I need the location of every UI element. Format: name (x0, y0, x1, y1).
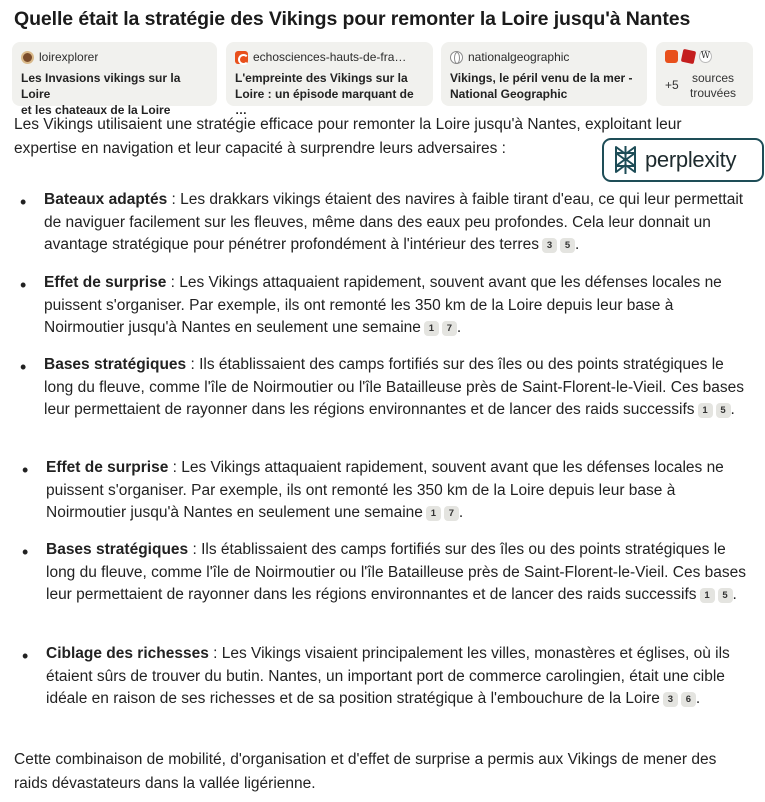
citation-badge[interactable]: 1 (698, 403, 713, 418)
list-item: Bateaux adaptés : Les drakkars vikings étaient des navires à faible tirant d'eau, ce qui leur permettait de naviguer facilement sur les fleuves, même dans des eaux peu profondes. Cela leur donnait un avantage stratégique pour pénétrer profondément à l'intérieur des terres 3 5 . (44, 191, 744, 253)
citation-badge[interactable]: 1 (700, 588, 715, 603)
citation-badge[interactable]: 1 (424, 321, 439, 336)
sources-row (12, 42, 754, 117)
globe-icon (450, 51, 463, 64)
echosciences-favicon (235, 51, 248, 64)
citation-badge[interactable]: 5 (718, 588, 733, 603)
source-title: L'empreinte des Vikings sur la Loire : un épisode marquant de … (235, 71, 414, 117)
echosciences-favicon (665, 50, 678, 63)
list-item: Effet de surprise : Les Vikings attaquaient rapidement, souvent avant que les défenses locales ne puissent s'organiser. Par exemple, ils ont remonté les 350 km de la Loire depuis leur base à Noirmoutier jusqu'à Nantes en seulement une semaine 1 7 . (44, 274, 722, 336)
citation-badge[interactable]: 3 (663, 692, 678, 707)
source-title: Les Invasions vikings sur la Loire et les chateaux de la Loire (21, 71, 181, 117)
bullet: • (22, 646, 29, 666)
red-site-favicon (681, 49, 696, 64)
source-card-echosciences[interactable] (226, 42, 433, 117)
wikipedia-icon: W (700, 51, 711, 61)
citation-badge[interactable]: 1 (426, 506, 441, 521)
citation-badge[interactable]: 3 (542, 238, 557, 253)
bullet: • (20, 357, 27, 377)
answer-conclusion: Cette combinaison de mobilité, d'organisation et d'effet de surprise a permis aux Vikings de mener des raids dévastateurs dans la vallée ligérienne. (14, 751, 717, 792)
bullet: • (22, 460, 29, 480)
bullet: • (22, 542, 29, 562)
citation-badge[interactable]: 5 (560, 238, 575, 253)
loirexplorer-favicon (21, 51, 34, 64)
citation-badge[interactable]: 6 (681, 692, 696, 707)
more-sources-count: +5 (665, 78, 679, 92)
perplexity-wordmark: perplexity (645, 147, 737, 172)
list-item: Ciblage des richesses : Les Vikings visaient principalement les villes, monastères et églises, où ils étaient sûrs de trouver du butin. Nantes, un important port de commerce carolingien, était une cible idéale en raison de ses richesses et de sa position stratégique à l'embouchure de la Loire 3 6 . (46, 645, 730, 707)
list-item: Bases stratégiques : Ils établissaient des camps fortifiés sur des îles ou des points stratégiques le long du fleuve, comme l'île de Noirmoutier ou l'île Batailleuse près de Saint-Florent-le-Vieil. Ces bases leur permettaient de rayonner dans les régions environnantes et de lancer des raids successifs 1 5 . (44, 356, 745, 418)
citation-badge[interactable]: 7 (444, 506, 459, 521)
source-card-loirexplorer[interactable] (12, 42, 217, 117)
more-sources-label: sources trouvées (689, 71, 737, 100)
bullet: • (20, 275, 27, 295)
source-site: loirexplorer (39, 50, 99, 64)
list-item: Effet de surprise : Les Vikings attaquaient rapidement, souvent avant que les défenses locales ne puissent s'organiser. Par exemple, ils ont remonté les 350 km de la Loire depuis leur base à Noirmoutier jusqu'à Nantes en seulement une semaine 1 7 . (46, 459, 724, 521)
perplexity-logo (602, 138, 764, 182)
more-sources-button[interactable] (656, 42, 753, 106)
perplexity-icon (613, 145, 638, 175)
source-card-nationalgeographic[interactable] (441, 42, 647, 106)
source-site: echosciences-hauts-de-fra… (253, 50, 407, 64)
source-title: Vikings, le péril venu de la mer - National Geographic (450, 71, 633, 101)
list-item: Bases stratégiques : Ils établissaient des camps fortifiés sur des îles ou des points stratégiques le long du fleuve, comme l'île de Noirmoutier ou l'île Batailleuse près de Saint-Florent-le-Vieil. Ces bases leur permettaient de rayonner dans les régions environnantes et de lancer des raids successifs 1 5 . (46, 541, 747, 603)
source-site: nationalgeographic (468, 50, 570, 64)
citation-badge[interactable]: 5 (716, 403, 731, 418)
answer-intro: Les Vikings utilisaient une stratégie efficace pour remonter la Loire jusqu'à Nantes, exploitant leur expertise en navigation et leur capacité à surprendre leurs adversaires : (14, 116, 682, 157)
citation-badge[interactable]: 7 (442, 321, 457, 336)
bullet: • (20, 192, 27, 212)
question-title: Quelle était la stratégie des Vikings pour remonter la Loire jusqu'à Nantes (14, 8, 691, 30)
